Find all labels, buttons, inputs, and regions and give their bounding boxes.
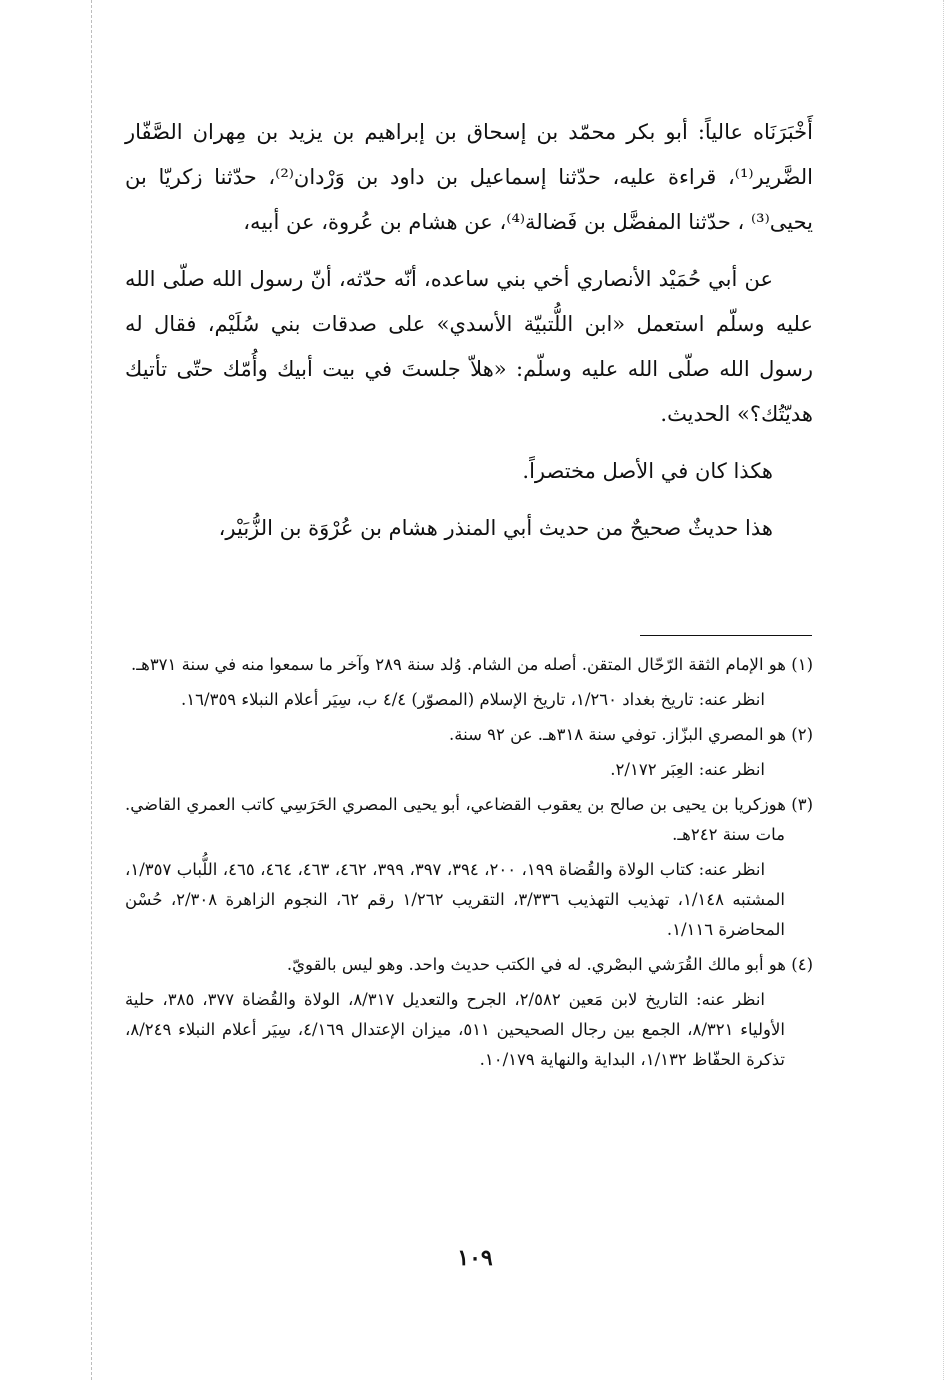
footnote-2-references-text: انظر عنه: العِبَر ٢/١٧٢. <box>610 760 765 779</box>
scan-margin-line <box>91 0 92 1380</box>
footnote-1-references <box>125 685 813 715</box>
footnote-1-references-text: انظر عنه: تاريخ بغداد ١/٢٦٠، تاريخ الإسلام (المصوّر) ٤/٤ ب، سِيَر أعلام النبلاء ١٦/٣٥٩. <box>181 690 765 709</box>
main-paragraph-hadith: عن أبي حُمَيْد الأنصاري أخي بني ساعده، أنّه حدّثه، أنّ رسول الله صلّى الله عليه وسلّم استعمل «ابن اللُّتبيّة الأسدي» على صدقات بني سُلَيْم، فقال له رسول الله صلّى الله عليه وسلّم: «هلاّ جلستَ في بيت أبيك وأُمّك حتّى تأتيك هديّتُك؟» الحديث. <box>125 267 813 426</box>
footnote-2: (٢) هو المصري البزّاز. توفي سنة ٣١٨هـ. عن ٩٢ سنة. <box>449 725 813 744</box>
footnote-4-references <box>125 985 813 1075</box>
footnotes-block <box>125 650 813 1080</box>
footnote-4-references-text: انظر عنه: التاريخ لابن مَعين ٢/٥٨٢، الجرح والتعديل ٨/٣١٧، الولاة والقُضاة ٣٧٧، ٣٨٥، حلية الأولياء ٨/٣٢١، الجمع بين رجال الصحيحين ٥١١، ميزان الإعتدال ٤/١٦٩، سِيَر أعلام النبلاء ٨/٢٤٩، تذكرة الحفّاظ ١/١٣٢، البداية والنهاية ١٠/١٧٩. <box>125 990 785 1069</box>
main-paragraph-grading: هذا حديثٌ صحيحٌ من حديث أبي المنذر هشام بن عُرْوَة بن الزُّبَيْر، <box>218 516 773 540</box>
main-paragraph-isnad: أَخْبَرَنَاه عالياً: أبو بكر محمّد بن إسحاق بن إبراهيم بن يزيد بن مِهران الصَّفّار الضَّرير⁽¹⁾، قراءة عليه، حدّثنا إسماعيل بن داود بن وَرْدان⁽²⁾، حدّثنا زكريّا بن يحيى⁽³⁾ ، حدّثنا المفضَّل بن فَضالة⁽⁴⁾، عن هشام بن عُروة، عن أبيه، <box>125 120 813 234</box>
footnote-2-references <box>125 755 813 785</box>
footnote-4: (٤) هو أبو مالك القُرَشي البصْري. له في الكتب حديث واحد. وهو ليس بالقويّ. <box>286 955 813 974</box>
footnote-3-references-text: انظر عنه: كتاب الولاة والقُضاة ١٩٩، ٢٠٠، ٣٩٤، ٣٩٧، ٣٩٩، ٤٦٢، ٤٦٣، ٤٦٤، ٤٦٥، اللُّباب ١/٣٥٧، المشتبه ١/١٤٨، تهذيب التهذيب ٣/٣٣٦، التقريب ١/٢٦٢ رقم ٦٢، النجوم الزاهرة ٢/٣٠٨، حُسْن المحاضرة ١/١١٦. <box>125 860 785 939</box>
footnote-separator <box>640 635 812 636</box>
footnote-3-references <box>125 855 813 945</box>
scan-margin-line-right <box>943 0 944 1380</box>
main-paragraph-note: هكذا كان في الأصل مختصراً. <box>522 459 773 483</box>
footnote-3: (٣) هوزكريا بن يحيى بن صالح بن يعقوب القضاعي، أبو يحيى المصري الحَرَسِي كاتب العمري القاضي. مات سنة ٢٤٢هـ. <box>125 795 813 844</box>
page-number: ١٠٩ <box>457 1245 493 1271</box>
footnote-1: (١) هو الإمام الثقة الرّحّال المتقن. أصله من الشام. وُلد سنة ٢٨٩ وآخر ما سمعوا منه في سنة ٣٧١هـ. <box>131 655 813 674</box>
main-text-block <box>125 110 813 563</box>
